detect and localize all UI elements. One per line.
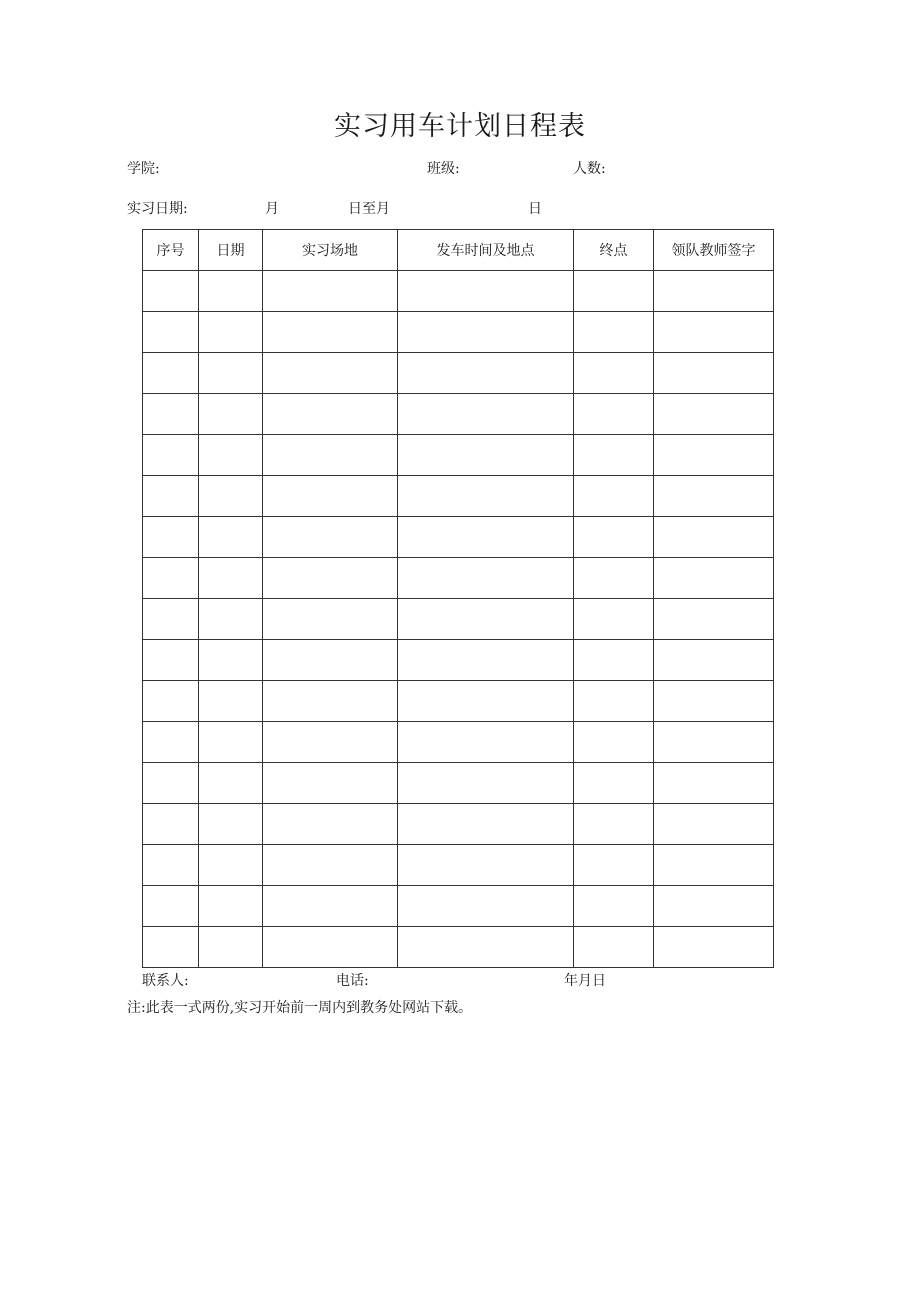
table-row xyxy=(143,312,774,353)
departure-cell[interactable] xyxy=(398,804,574,845)
departure-cell[interactable] xyxy=(398,927,574,968)
destination-cell[interactable] xyxy=(574,271,654,312)
departure-cell[interactable] xyxy=(398,517,574,558)
practice-site-cell[interactable] xyxy=(263,476,398,517)
table-row xyxy=(143,640,774,681)
destination-cell[interactable] xyxy=(574,681,654,722)
signature-cell[interactable] xyxy=(654,476,774,517)
destination-cell[interactable] xyxy=(574,927,654,968)
table-row xyxy=(143,845,774,886)
practice-site-cell[interactable] xyxy=(263,722,398,763)
departure-cell[interactable] xyxy=(398,763,574,804)
practice-site-cell[interactable] xyxy=(263,763,398,804)
date-cell[interactable] xyxy=(199,353,263,394)
practice-site-cell[interactable] xyxy=(263,271,398,312)
contact-label: 联系人: xyxy=(142,973,189,989)
departure-cell[interactable] xyxy=(398,886,574,927)
destination-cell[interactable] xyxy=(574,517,654,558)
date-cell[interactable] xyxy=(199,722,263,763)
serial-number-cell[interactable] xyxy=(143,681,199,722)
date-cell[interactable] xyxy=(199,927,263,968)
start-month-label: 月 xyxy=(265,201,279,217)
date-cell[interactable] xyxy=(199,804,263,845)
date-cell[interactable] xyxy=(199,763,263,804)
signature-cell[interactable] xyxy=(654,927,774,968)
serial-number-cell[interactable] xyxy=(143,722,199,763)
departure-cell[interactable] xyxy=(398,353,574,394)
signature-cell[interactable] xyxy=(654,845,774,886)
header-departure-time-place: 发车时间及地点 xyxy=(398,230,574,271)
destination-cell[interactable] xyxy=(574,845,654,886)
destination-cell[interactable] xyxy=(574,886,654,927)
signature-cell[interactable] xyxy=(654,763,774,804)
serial-number-cell[interactable] xyxy=(143,558,199,599)
date-cell[interactable] xyxy=(199,271,263,312)
signature-cell[interactable] xyxy=(654,312,774,353)
serial-number-cell[interactable] xyxy=(143,599,199,640)
departure-cell[interactable] xyxy=(398,681,574,722)
table-row xyxy=(143,722,774,763)
table-row xyxy=(143,927,774,968)
practice-site-cell[interactable] xyxy=(263,435,398,476)
departure-cell[interactable] xyxy=(398,476,574,517)
signature-cell[interactable] xyxy=(654,681,774,722)
table-row xyxy=(143,886,774,927)
practice-site-cell[interactable] xyxy=(263,517,398,558)
serial-number-cell[interactable] xyxy=(143,517,199,558)
note-text: 注:此表一式两份,实习开始前一周内到教务处网站下载。 xyxy=(127,1000,473,1016)
table-row xyxy=(143,394,774,435)
destination-cell[interactable] xyxy=(574,394,654,435)
date-cell[interactable] xyxy=(199,681,263,722)
date-cell[interactable] xyxy=(199,517,263,558)
table-body xyxy=(143,271,774,968)
serial-number-cell[interactable] xyxy=(143,845,199,886)
destination-cell[interactable] xyxy=(574,435,654,476)
serial-number-cell[interactable] xyxy=(143,353,199,394)
date-cell[interactable] xyxy=(199,886,263,927)
practice-site-cell[interactable] xyxy=(263,558,398,599)
header-date: 日期 xyxy=(199,230,263,271)
destination-cell[interactable] xyxy=(574,312,654,353)
table-row xyxy=(143,599,774,640)
table-header-row xyxy=(143,230,774,271)
destination-cell[interactable] xyxy=(574,353,654,394)
signature-cell[interactable] xyxy=(654,517,774,558)
signature-cell[interactable] xyxy=(654,558,774,599)
serial-number-cell[interactable] xyxy=(143,886,199,927)
practice-site-cell[interactable] xyxy=(263,845,398,886)
destination-cell[interactable] xyxy=(574,804,654,845)
practice-site-cell[interactable] xyxy=(263,353,398,394)
practice-site-cell[interactable] xyxy=(263,312,398,353)
phone-label: 电话: xyxy=(336,973,369,989)
signature-cell[interactable] xyxy=(654,804,774,845)
serial-number-cell[interactable] xyxy=(143,435,199,476)
destination-cell[interactable] xyxy=(574,722,654,763)
header-practice-site: 实习场地 xyxy=(263,230,398,271)
destination-cell[interactable] xyxy=(574,599,654,640)
date-cell[interactable] xyxy=(199,599,263,640)
signature-cell[interactable] xyxy=(654,599,774,640)
destination-cell[interactable] xyxy=(574,640,654,681)
destination-cell[interactable] xyxy=(574,558,654,599)
serial-number-cell[interactable] xyxy=(143,394,199,435)
table-row xyxy=(143,558,774,599)
college-label: 学院: xyxy=(127,161,160,177)
departure-cell[interactable] xyxy=(398,271,574,312)
departure-cell[interactable] xyxy=(398,435,574,476)
table-row xyxy=(143,353,774,394)
signature-cell[interactable] xyxy=(654,640,774,681)
practice-site-cell[interactable] xyxy=(263,927,398,968)
table-row xyxy=(143,435,774,476)
date-cell[interactable] xyxy=(199,394,263,435)
table-row xyxy=(143,517,774,558)
signature-cell[interactable] xyxy=(654,271,774,312)
serial-number-cell[interactable] xyxy=(143,763,199,804)
departure-cell[interactable] xyxy=(398,845,574,886)
signature-cell[interactable] xyxy=(654,722,774,763)
departure-cell[interactable] xyxy=(398,312,574,353)
destination-cell[interactable] xyxy=(574,476,654,517)
date-cell[interactable] xyxy=(199,640,263,681)
date-cell[interactable] xyxy=(199,476,263,517)
serial-number-cell[interactable] xyxy=(143,476,199,517)
table-row xyxy=(143,681,774,722)
date-cell[interactable] xyxy=(199,312,263,353)
table-row xyxy=(143,763,774,804)
departure-cell[interactable] xyxy=(398,599,574,640)
departure-cell[interactable] xyxy=(398,558,574,599)
signature-cell[interactable] xyxy=(654,394,774,435)
table-row xyxy=(143,804,774,845)
serial-number-cell[interactable] xyxy=(143,927,199,968)
practice-site-cell[interactable] xyxy=(263,886,398,927)
practice-site-cell[interactable] xyxy=(263,394,398,435)
sign-date-label: 年月日 xyxy=(564,973,606,989)
schedule-table xyxy=(142,229,774,968)
serial-number-cell[interactable] xyxy=(143,804,199,845)
signature-cell[interactable] xyxy=(654,435,774,476)
practice-site-cell[interactable] xyxy=(263,681,398,722)
destination-cell[interactable] xyxy=(574,763,654,804)
departure-cell[interactable] xyxy=(398,394,574,435)
header-destination: 终点 xyxy=(574,230,654,271)
header-teacher-signature: 领队教师签字 xyxy=(654,230,774,271)
count-label: 人数: xyxy=(573,161,606,177)
departure-cell[interactable] xyxy=(398,640,574,681)
practice-site-cell[interactable] xyxy=(263,599,398,640)
table-row xyxy=(143,476,774,517)
date-cell[interactable] xyxy=(199,845,263,886)
header-serial-number: 序号 xyxy=(143,230,199,271)
serial-number-cell[interactable] xyxy=(143,271,199,312)
table-row xyxy=(143,271,774,312)
serial-number-cell[interactable] xyxy=(143,312,199,353)
date-cell[interactable] xyxy=(199,435,263,476)
serial-number-cell[interactable] xyxy=(143,640,199,681)
departure-cell[interactable] xyxy=(398,722,574,763)
signature-cell[interactable] xyxy=(654,886,774,927)
start-day-end-month-label: 日至月 xyxy=(348,201,390,217)
signature-cell[interactable] xyxy=(654,353,774,394)
class-label: 班级: xyxy=(427,161,460,177)
date-cell[interactable] xyxy=(199,558,263,599)
end-day-label: 日 xyxy=(528,201,542,217)
practice-date-label: 实习日期: xyxy=(127,201,188,217)
page-title: 实习用车计划日程表 xyxy=(334,111,586,142)
practice-site-cell[interactable] xyxy=(263,804,398,845)
practice-site-cell[interactable] xyxy=(263,640,398,681)
